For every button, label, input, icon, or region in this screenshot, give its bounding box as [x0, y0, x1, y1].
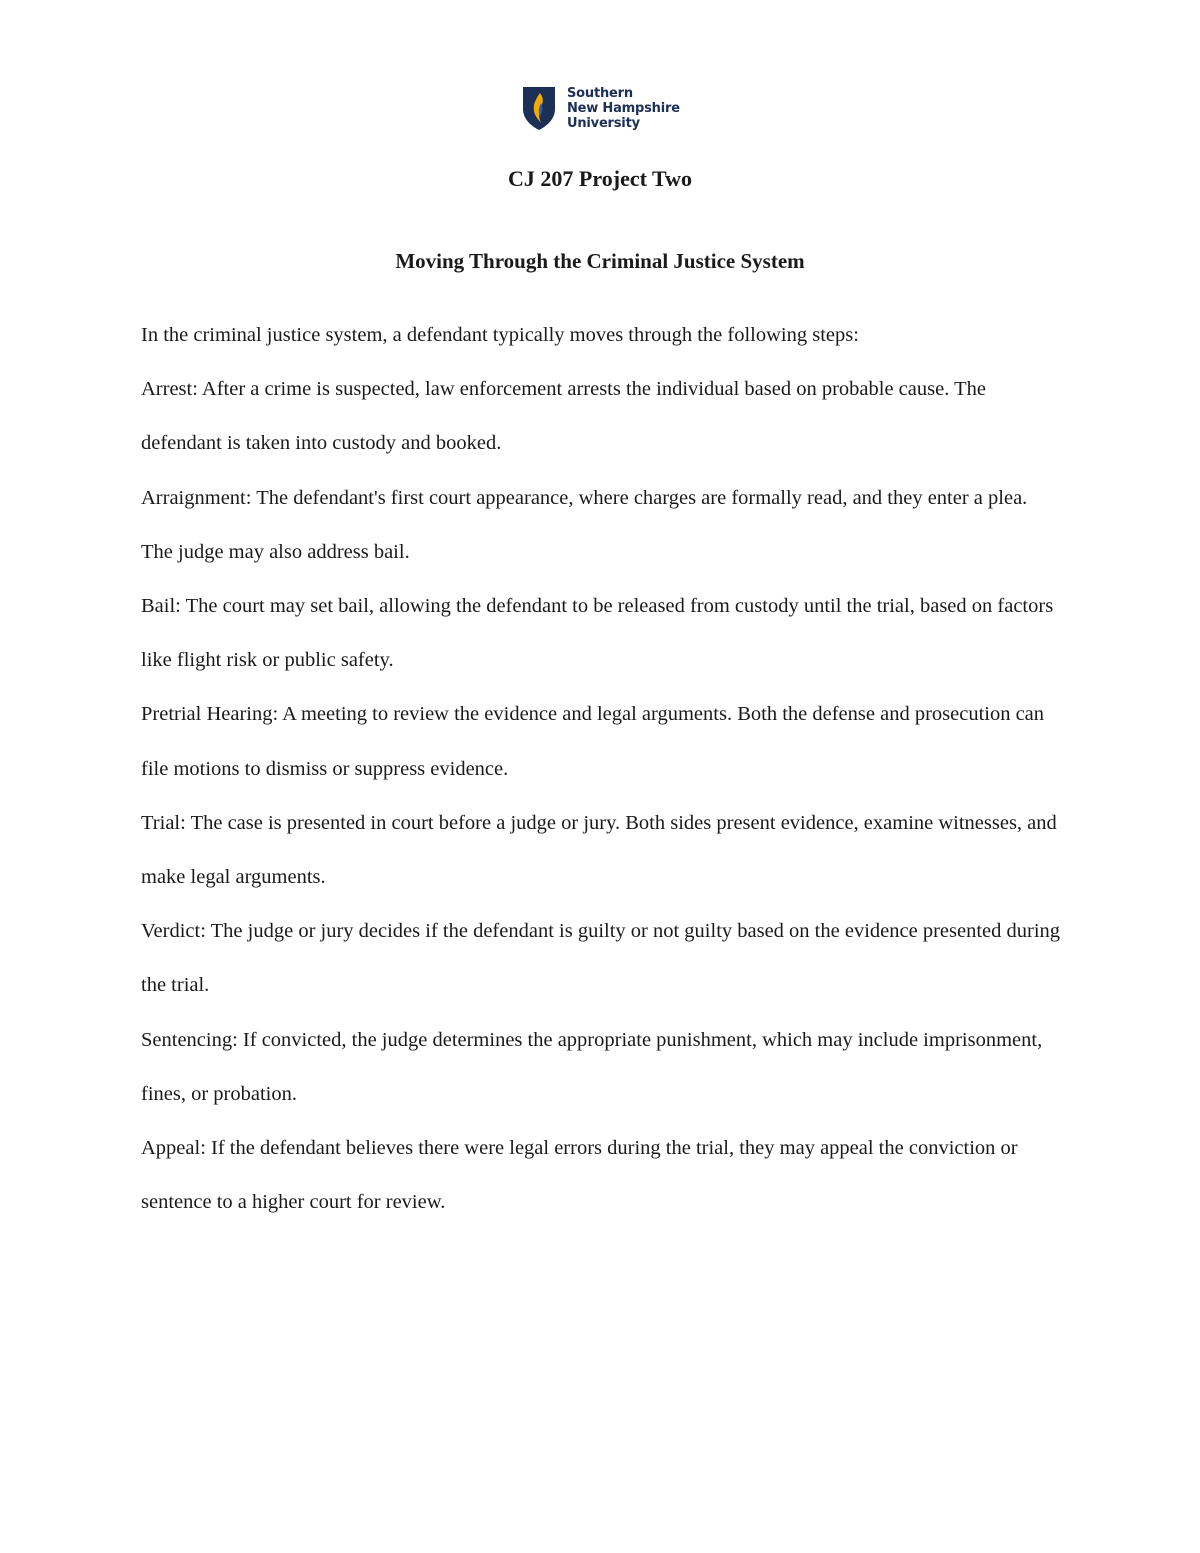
- document-body: [141, 308, 1061, 1229]
- document-title: CJ 207 Project Two: [508, 166, 692, 191]
- step-paragraph: Sentencing: If convicted, the judge determines the appropriate punishment, which may include imprisonment, fines, or probation.: [141, 1028, 1043, 1105]
- step-paragraph: Bail: The court may set bail, allowing the defendant to be released from custody until the trial, based on factors like flight risk or public safety.: [141, 595, 1054, 672]
- shield-flame-icon: [521, 85, 557, 131]
- logo-line: University: [567, 115, 640, 131]
- logo-wordmark: [567, 86, 680, 131]
- logo-line: Southern: [567, 85, 633, 101]
- step-paragraph: Verdict: The judge or jury decides if the defendant is guilty or not guilty based on the evidence presented during the trial.: [141, 920, 1061, 997]
- step-paragraph: Appeal: If the defendant believes there were legal errors during the trial, they may appeal the conviction or sentence to a higher court for review.: [141, 1137, 1018, 1214]
- logo-line: New Hampshire: [567, 100, 680, 116]
- university-logo: [521, 84, 680, 132]
- intro-paragraph: In the criminal justice system, a defendant typically moves through the following steps:: [141, 324, 859, 346]
- document-subtitle: Moving Through the Criminal Justice System: [395, 249, 805, 273]
- step-paragraph: Arraignment: The defendant's first court appearance, where charges are formally read, and they enter a plea. The judge may also address bail.: [141, 486, 1028, 563]
- step-paragraph: Trial: The case is presented in court before a judge or jury. Both sides present evidence, examine witnesses, and make legal arguments.: [141, 811, 1057, 889]
- step-paragraph: Pretrial Hearing: A meeting to review the evidence and legal arguments. Both the defense and prosecution can file motions to dismiss or suppress evidence.: [141, 703, 1045, 780]
- step-paragraph: Arrest: After a crime is suspected, law enforcement arrests the individual based on probable cause. The defendant is taken into custody and booked.: [141, 378, 986, 455]
